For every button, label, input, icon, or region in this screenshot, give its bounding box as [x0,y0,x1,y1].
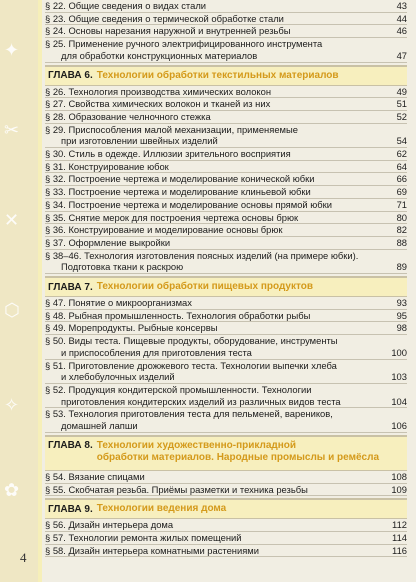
entry-title: § 22. Общие сведения о видах стали [45,0,207,11]
entry-page: 100 [391,346,407,358]
toc-entry [45,484,407,497]
toc-entry [45,237,407,250]
entry-title-continuation: домашней лапши [61,420,138,432]
toc-entry [45,384,407,408]
entry-title: § 53. Технология приготовления теста для пельменей, вареников, [45,408,333,420]
toc-entry [45,224,407,237]
entry-title: § 51. Приготовление дрожжевого теста. Технологии выпечки хлеба [45,359,337,371]
scissors-icon: ✂ [4,120,20,141]
entry-title-continuation: при изготовлении швейных изделий [61,135,218,147]
entry-title: § 27. Свойства химических волокон и тканей из них [45,98,271,110]
entry-title: § 36. Конструирование и моделирование основы брюк [45,224,283,236]
entry-title: § 25. Применение ручного электрифицированного инструмента [45,38,323,50]
entry-title: § 52. Продукция кондитерской промышленности. Технологии [45,383,312,395]
entry-title: § 30. Стиль в одежде. Иллюзии зрительного восприятия [45,148,291,160]
entry-page: 51 [396,98,407,110]
hexagon-icon: ⬡ [4,300,20,321]
entry-page: 93 [396,297,407,309]
entry-page: 62 [396,148,407,160]
entry-page: 98 [396,322,407,334]
toc-entry [45,310,407,323]
entry-title: § 23. Общие сведения о термической обработке стали [45,12,284,24]
chapter-heading [45,276,407,297]
entry-title: § 26. Технология производства химических волокон [45,85,272,97]
entry-title: § 55. Скобчатая резьба. Приёмы разметки и техника резьбы [45,483,308,495]
entry-title: § 50. Виды теста. Пищевые продукты, оборудование, инструменты [45,335,338,347]
toc-entry [45,186,407,199]
toc-entry [45,38,407,62]
entry-title: § 58. Дизайн интерьера комнатными растениями [45,544,259,556]
entry-page: 46 [396,25,407,37]
entry-title: § 38–46. Технология изготовления поясных изделий (на примере юбки). [45,249,359,261]
entry-title: § 29. Приспособления малой механизации, применяемые [45,123,298,135]
entry-page: 106 [391,420,407,432]
entry-title: § 54. Вязание спицами [45,470,145,482]
entry-page: 71 [396,198,407,210]
entry-page: 54 [396,135,407,147]
entry-title: § 35. Снятие мерок для построения чертежа основы брюк [45,211,299,223]
entry-page: 47 [396,49,407,61]
entry-title: § 34. Построение чертежа и моделирование основы прямой юбки [45,198,332,210]
toc-entry [45,471,407,484]
star-icon: ✧ [4,395,20,416]
toc-entry [45,148,407,161]
entry-page: 114 [392,531,407,543]
entry-title: § 49. Морепродукты. Рыбные консервы [45,322,218,334]
toc-entry [45,25,407,38]
flower-icon: ✿ [4,480,20,501]
toc-entry [45,173,407,186]
toc-entry [45,199,407,212]
entry-page: 69 [396,186,407,198]
entry-title: § 28. Образование челночного стежка [45,110,211,122]
entry-page: 88 [396,236,407,248]
entry-title: § 32. Построение чертежа и моделирование конической юбки [45,173,315,185]
table-of-contents [45,0,407,557]
entry-page: 44 [396,12,407,24]
chapter-title: Технологии обработки текстильных материалов [96,69,339,81]
entry-title: § 33. Построение чертежа и моделирование клиньевой юбки [45,186,311,198]
entry-title: § 47. Понятие о микроорганизмах [45,297,192,309]
chapter-label: ГЛАВА 6. [48,70,93,82]
entry-title-continuation: для обработки конструкционных материалов [61,49,258,61]
chapter-heading [45,65,407,86]
entry-page: 116 [392,544,407,556]
chapter-label: ГЛАВА 9. [48,503,93,515]
toc-entry [45,86,407,99]
toc-entry [45,335,407,359]
entry-page: 80 [396,211,407,223]
entry-page: 66 [396,173,407,185]
toc-entry [45,532,407,545]
chapter-title-line2: обработки материалов. Народные промыслы и ремёсла [96,451,380,463]
toc-entry [45,124,407,148]
entry-page: 104 [391,395,407,407]
toc-entry [45,13,407,26]
entry-title: § 31. Конструирование юбок [45,160,169,172]
entry-title-continuation: приготовления кондитерских изделий из различных видов теста [61,395,341,407]
star-icon: ✦ [4,40,20,61]
entry-title-continuation: и приспособления для приготовления теста [61,346,252,358]
page-number: 4 [20,550,27,565]
toc-entry [45,519,407,532]
entry-page: 49 [396,85,407,97]
toc-entry [45,360,407,384]
chapter-heading [45,435,407,471]
toc-entry [45,545,407,558]
entry-title-continuation: и хлебобулочных изделий [61,371,175,383]
toc-entry [45,98,407,111]
toc-entry [45,250,407,274]
entry-page: 108 [391,470,407,482]
entry-page: 112 [392,519,407,531]
cross-icon: ✕ [4,210,20,231]
entry-title: § 48. Рыбная промышленность. Технология обработки рыбы [45,309,311,321]
toc-entry [45,161,407,174]
entry-page: 95 [396,309,407,321]
entry-page: 64 [396,160,407,172]
chapter-heading [45,498,407,519]
entry-title: § 24. Основы нарезания наружной и внутренней резьбы [45,25,291,37]
chapter-title: Технологии художественно-прикладной обработки материалов. Народные промыслы и ремёсла [96,439,380,463]
chapter-label: ГЛАВА 7. [48,281,93,293]
toc-entry [45,0,407,13]
entry-page: 109 [391,483,407,495]
chapter-title: Технологии обработки пищевых продуктов [96,281,314,293]
entry-page: 43 [396,0,407,11]
chapter-label: ГЛАВА 8. [48,439,93,451]
sidebar-stripe [38,0,42,582]
entry-title: § 37. Оформление выкройки [45,236,171,248]
entry-page: 82 [396,224,407,236]
entry-page: 89 [396,261,407,273]
toc-entry [45,297,407,310]
entry-page: 103 [391,371,407,383]
entry-page: 52 [396,110,407,122]
toc-entry [45,408,407,432]
toc-entry [45,212,407,225]
chapter-title: Технологии ведения дома [96,503,227,515]
toc-entry [45,111,407,124]
toc-entry [45,322,407,335]
entry-title: § 56. Дизайн интерьера дома [45,519,174,531]
entry-title-continuation: Подготовка ткани к раскрою [61,261,184,273]
decorative-sidebar [0,0,38,582]
entry-title: § 57. Технологии ремонта жилых помещений [45,531,242,543]
